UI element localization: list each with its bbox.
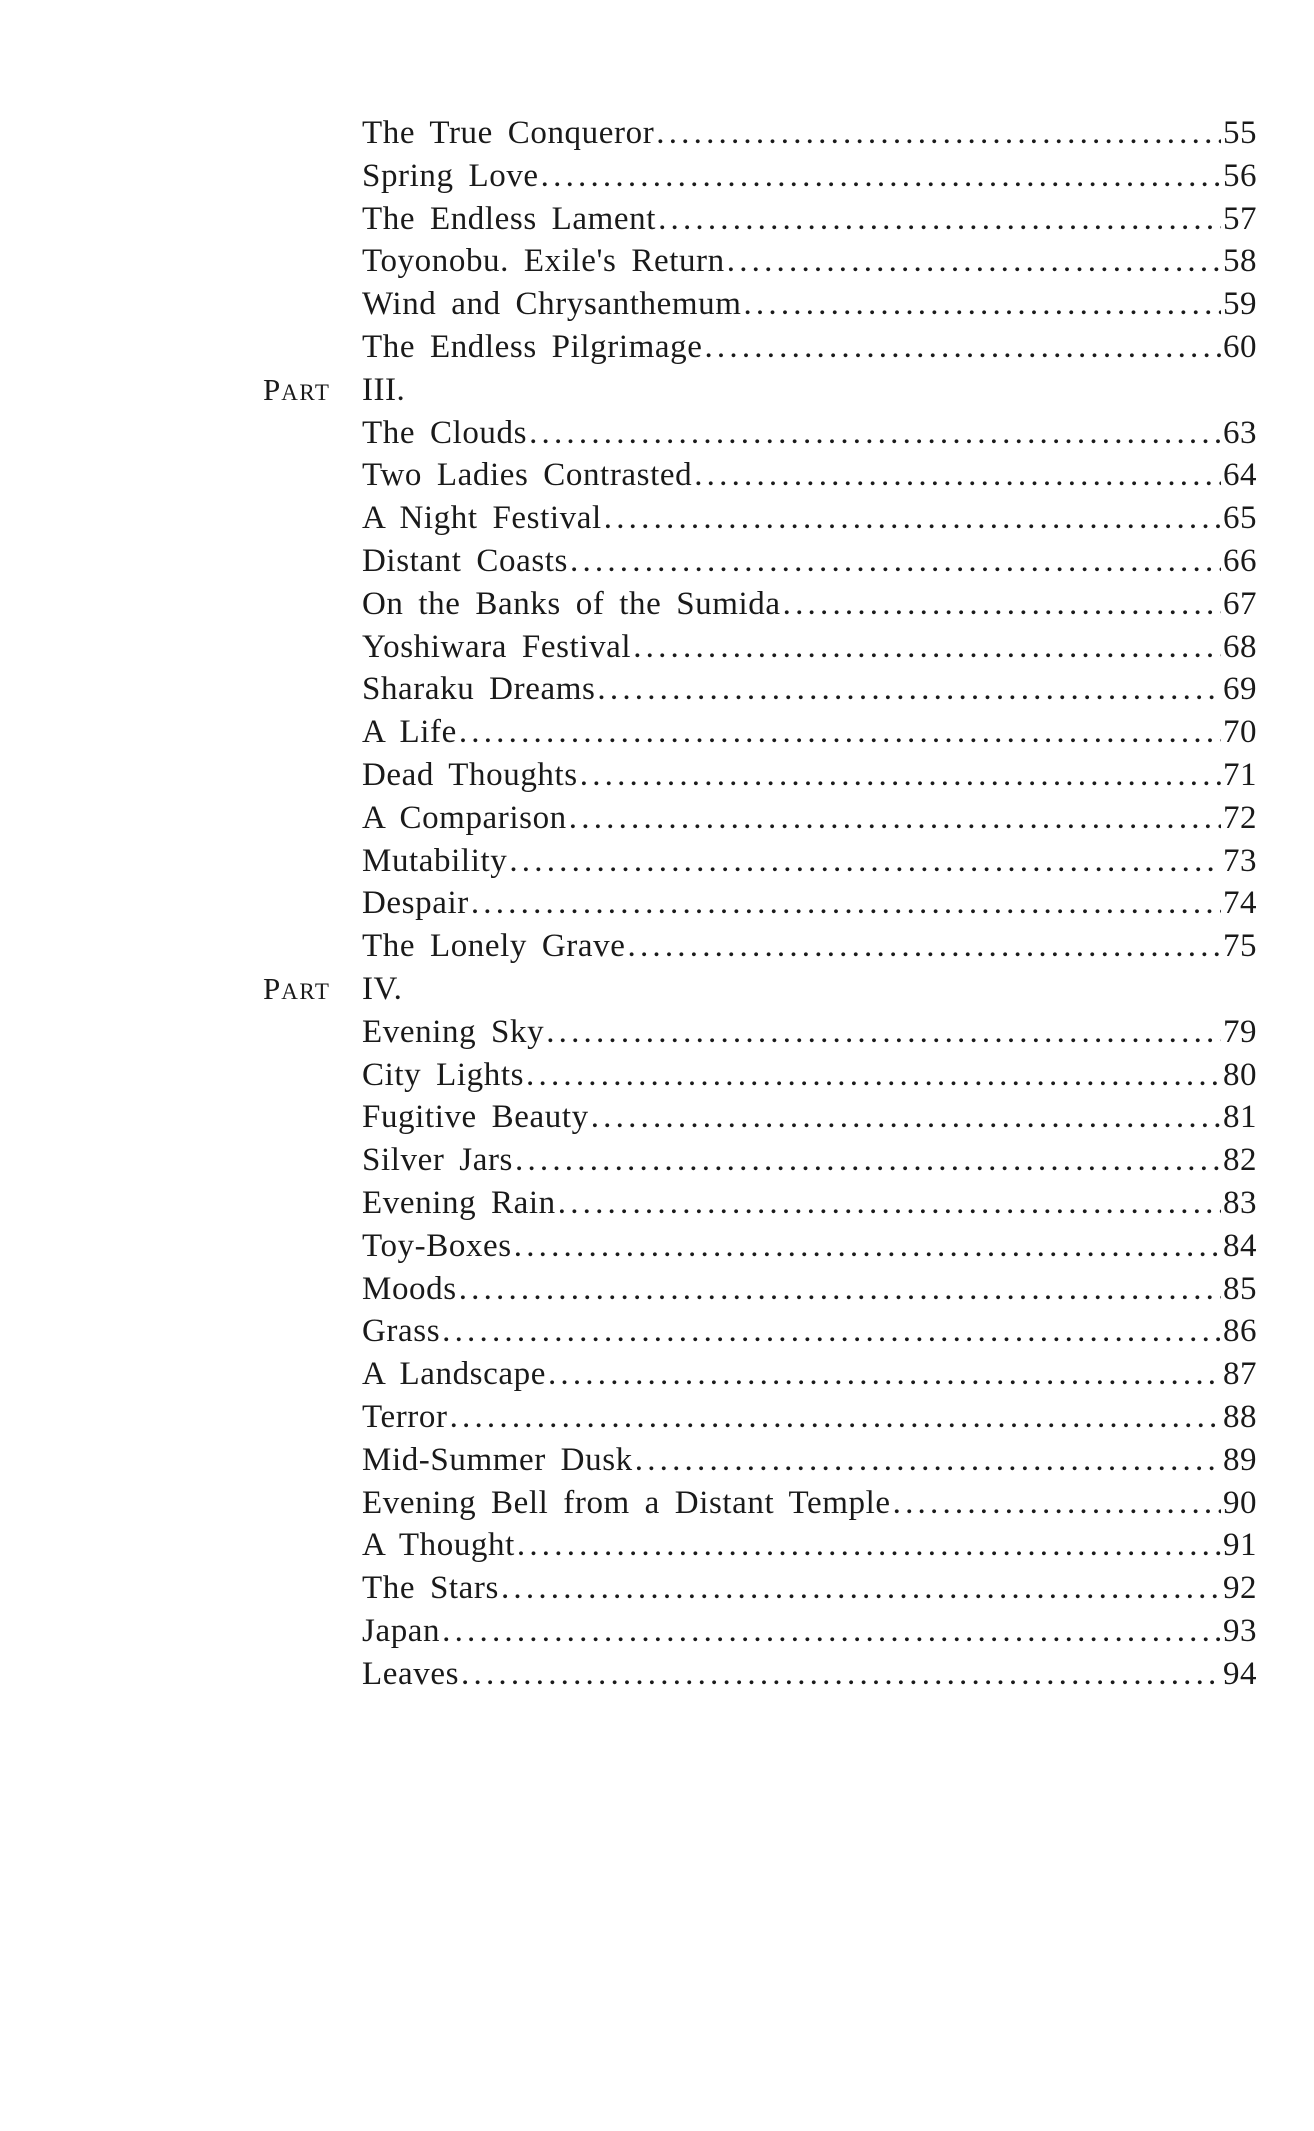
dot-leader (893, 1482, 1221, 1525)
toc-entry (362, 1482, 1257, 1525)
toc-entry (362, 754, 1257, 797)
entry-page-number: 80 (1223, 1056, 1257, 1093)
entry-title: Evening Bell from a Distant Temple (362, 1484, 891, 1521)
entry-page-number: 59 (1223, 286, 1257, 323)
toc-entry (362, 540, 1257, 583)
entry-title: Spring Love (362, 157, 539, 194)
dot-leader (743, 283, 1221, 326)
dot-leader (694, 454, 1221, 497)
toc-row (0, 626, 1314, 669)
dot-leader (459, 1268, 1221, 1311)
entry-page-number: 94 (1223, 1655, 1257, 1692)
toc-row (0, 1182, 1314, 1225)
dot-leader (501, 1567, 1221, 1610)
toc-row (0, 1139, 1314, 1182)
entry-page-number: 91 (1223, 1527, 1257, 1564)
entry-title: A Landscape (362, 1356, 546, 1393)
dot-leader (569, 797, 1221, 840)
entry-page-number: 70 (1223, 714, 1257, 751)
entry-page-number: 82 (1223, 1142, 1257, 1179)
toc-row (0, 754, 1314, 797)
toc-row (0, 1054, 1314, 1097)
toc-entry (362, 326, 1257, 369)
entry-title: The Clouds (362, 414, 528, 451)
entry-page-number: 73 (1223, 842, 1257, 879)
toc-entry (362, 1353, 1257, 1396)
entry-title: The Endless Lament (362, 200, 657, 237)
toc-row (0, 1353, 1314, 1396)
entry-page-number: 74 (1223, 885, 1257, 922)
toc-row (0, 1310, 1314, 1353)
toc-row (0, 540, 1314, 583)
toc-entry (362, 1139, 1257, 1182)
toc-entry (362, 1439, 1257, 1482)
dot-leader (442, 1610, 1221, 1653)
entry-page-number: 88 (1223, 1398, 1257, 1435)
dot-leader (570, 540, 1221, 583)
entry-title: Toyonobu. Exile's Return (362, 243, 725, 280)
dot-leader (514, 1225, 1221, 1268)
toc-entry (362, 925, 1257, 968)
toc-entry (362, 1096, 1257, 1139)
part-label (263, 369, 330, 415)
entry-page-number: 69 (1223, 671, 1257, 708)
toc-entry (362, 882, 1257, 925)
part-label-small-caps: ART (281, 978, 331, 1004)
entry-title: Dead Thoughts (362, 756, 578, 793)
part-label (263, 968, 330, 1014)
entry-page-number: 71 (1223, 756, 1257, 793)
toc-row (0, 925, 1314, 968)
toc-entry (362, 155, 1257, 198)
toc-entry (362, 112, 1257, 155)
toc-row (0, 840, 1314, 883)
entry-title: A Thought (362, 1527, 515, 1564)
dot-leader (656, 112, 1221, 155)
dot-leader (604, 497, 1221, 540)
entry-title: Yoshiwara Festival (362, 628, 632, 665)
toc-row (0, 283, 1314, 326)
dot-leader (580, 754, 1221, 797)
part-number: III. (362, 371, 406, 408)
entry-title: The True Conqueror (362, 115, 655, 151)
entry-page-number: 85 (1223, 1270, 1257, 1307)
toc-entry (362, 1011, 1257, 1054)
toc-row (0, 240, 1314, 283)
toc-entry (362, 668, 1257, 711)
entry-page-number: 79 (1223, 1013, 1257, 1050)
entry-title: Fugitive Beauty (362, 1099, 589, 1136)
entry-title: The Stars (362, 1570, 499, 1607)
entry-page-number: 72 (1223, 799, 1257, 836)
toc-entry (362, 1054, 1257, 1097)
toc-row (0, 1610, 1314, 1653)
toc-row (0, 497, 1314, 540)
dot-leader (461, 1653, 1221, 1696)
entry-page-number: 66 (1223, 542, 1257, 579)
toc-row (0, 1225, 1314, 1268)
dot-leader (450, 1396, 1221, 1439)
toc-entry (362, 583, 1257, 626)
entry-title: A Life (362, 714, 457, 751)
toc-entry (362, 412, 1257, 455)
toc-row (0, 1439, 1314, 1482)
entry-page-number: 81 (1223, 1099, 1257, 1136)
entry-page-number: 87 (1223, 1356, 1257, 1393)
entry-title: Two Ladies Contrasted (362, 457, 693, 494)
toc-row (0, 112, 1314, 155)
dot-leader (517, 1524, 1221, 1567)
toc-entry (362, 797, 1257, 840)
toc-entry (362, 283, 1257, 326)
dot-leader (591, 1096, 1221, 1139)
entry-title: Despair (362, 885, 469, 922)
toc-entry (362, 1653, 1257, 1696)
toc-entry (362, 1524, 1257, 1567)
entry-page-number: 55 (1223, 115, 1257, 151)
entry-title: Distant Coasts (362, 542, 568, 579)
dot-leader (783, 583, 1221, 626)
dot-leader (635, 1439, 1221, 1482)
table-of-contents (0, 112, 1314, 1695)
part-label-initial: P (263, 371, 282, 407)
toc-entry (362, 1182, 1257, 1225)
entry-page-number: 64 (1223, 457, 1257, 494)
entry-title: Toy-Boxes (362, 1227, 512, 1264)
toc-entry (362, 1310, 1257, 1353)
entry-title: Sharaku Dreams (362, 671, 596, 708)
toc-entry (362, 1610, 1257, 1653)
entry-title: Evening Rain (362, 1184, 556, 1221)
toc-row (0, 668, 1314, 711)
toc-row (0, 155, 1314, 198)
entry-page-number: 92 (1223, 1570, 1257, 1607)
entry-title: Leaves (362, 1655, 460, 1692)
toc-entry (362, 454, 1257, 497)
toc-entry (362, 1567, 1257, 1610)
toc-entry (362, 1396, 1257, 1439)
part-label-initial: P (263, 970, 282, 1006)
entry-title: Wind and Chrysanthemum (362, 286, 742, 323)
entry-title: Evening Sky (362, 1013, 545, 1050)
toc-row (0, 454, 1314, 497)
toc-row (0, 583, 1314, 626)
toc-row (0, 1653, 1314, 1696)
toc-entry (362, 1268, 1257, 1311)
toc-row (0, 326, 1314, 369)
toc-entry (362, 626, 1257, 669)
entry-page-number: 60 (1223, 328, 1257, 365)
entry-title: A Night Festival (362, 500, 602, 537)
entry-title: Grass (362, 1313, 441, 1350)
part-label-small-caps: ART (281, 379, 331, 405)
entry-page-number: 93 (1223, 1612, 1257, 1649)
toc-row (0, 797, 1314, 840)
entry-title: The Lonely Grave (362, 928, 626, 965)
part-heading (0, 968, 1314, 1011)
toc-entry (362, 840, 1257, 883)
entry-title: Mid-Summer Dusk (362, 1441, 633, 1478)
dot-leader (558, 1182, 1221, 1225)
entry-title: A Comparison (362, 799, 567, 836)
entry-page-number: 67 (1223, 585, 1257, 622)
dot-leader (548, 1353, 1221, 1396)
toc-row (0, 1482, 1314, 1525)
toc-entry (362, 1225, 1257, 1268)
dot-leader (509, 840, 1221, 883)
dot-leader (633, 626, 1221, 669)
toc-row (0, 1096, 1314, 1139)
dot-leader (442, 1310, 1221, 1353)
entry-page-number: 86 (1223, 1313, 1257, 1350)
entry-page-number: 89 (1223, 1441, 1257, 1478)
toc-row (0, 412, 1314, 455)
entry-title: Silver Jars (362, 1142, 513, 1179)
toc-row (0, 1567, 1314, 1610)
entry-title: City Lights (362, 1056, 525, 1093)
part-number: IV. (362, 970, 403, 1007)
entry-page-number: 58 (1223, 243, 1257, 280)
dot-leader (471, 882, 1221, 925)
entry-page-number: 90 (1223, 1484, 1257, 1521)
toc-entry (362, 240, 1257, 283)
dot-leader (529, 412, 1221, 455)
entry-page-number: 68 (1223, 628, 1257, 665)
toc-row (0, 1011, 1314, 1054)
dot-leader (515, 1139, 1221, 1182)
entry-page-number: 57 (1223, 200, 1257, 237)
entry-page-number: 83 (1223, 1184, 1257, 1221)
toc-entry (362, 198, 1257, 241)
toc-entry (362, 497, 1257, 540)
dot-leader (628, 925, 1222, 968)
toc-row (0, 711, 1314, 754)
dot-leader (526, 1054, 1221, 1097)
toc-row (0, 882, 1314, 925)
entry-title: Moods (362, 1270, 457, 1307)
dot-leader (658, 198, 1221, 241)
entry-page-number: 65 (1223, 500, 1257, 537)
entry-page-number: 84 (1223, 1227, 1257, 1264)
toc-row (0, 1396, 1314, 1439)
dot-leader (459, 711, 1221, 754)
entry-page-number: 75 (1223, 928, 1257, 965)
dot-leader (704, 326, 1221, 369)
entry-title: The Endless Pilgrimage (362, 328, 703, 365)
toc-row (0, 198, 1314, 241)
entry-title: Mutability (362, 842, 508, 879)
dot-leader (541, 155, 1221, 198)
toc-row (0, 1524, 1314, 1567)
entry-title: Japan (362, 1612, 441, 1649)
toc-row (0, 1268, 1314, 1311)
entry-title: Terror (362, 1398, 448, 1435)
entry-page-number: 56 (1223, 157, 1257, 194)
dot-leader (546, 1011, 1221, 1054)
entry-page-number: 63 (1223, 414, 1257, 451)
toc-entry (362, 711, 1257, 754)
dot-leader (727, 240, 1221, 283)
part-heading (0, 369, 1314, 412)
dot-leader (597, 668, 1221, 711)
entry-title: On the Banks of the Sumida (362, 585, 781, 622)
